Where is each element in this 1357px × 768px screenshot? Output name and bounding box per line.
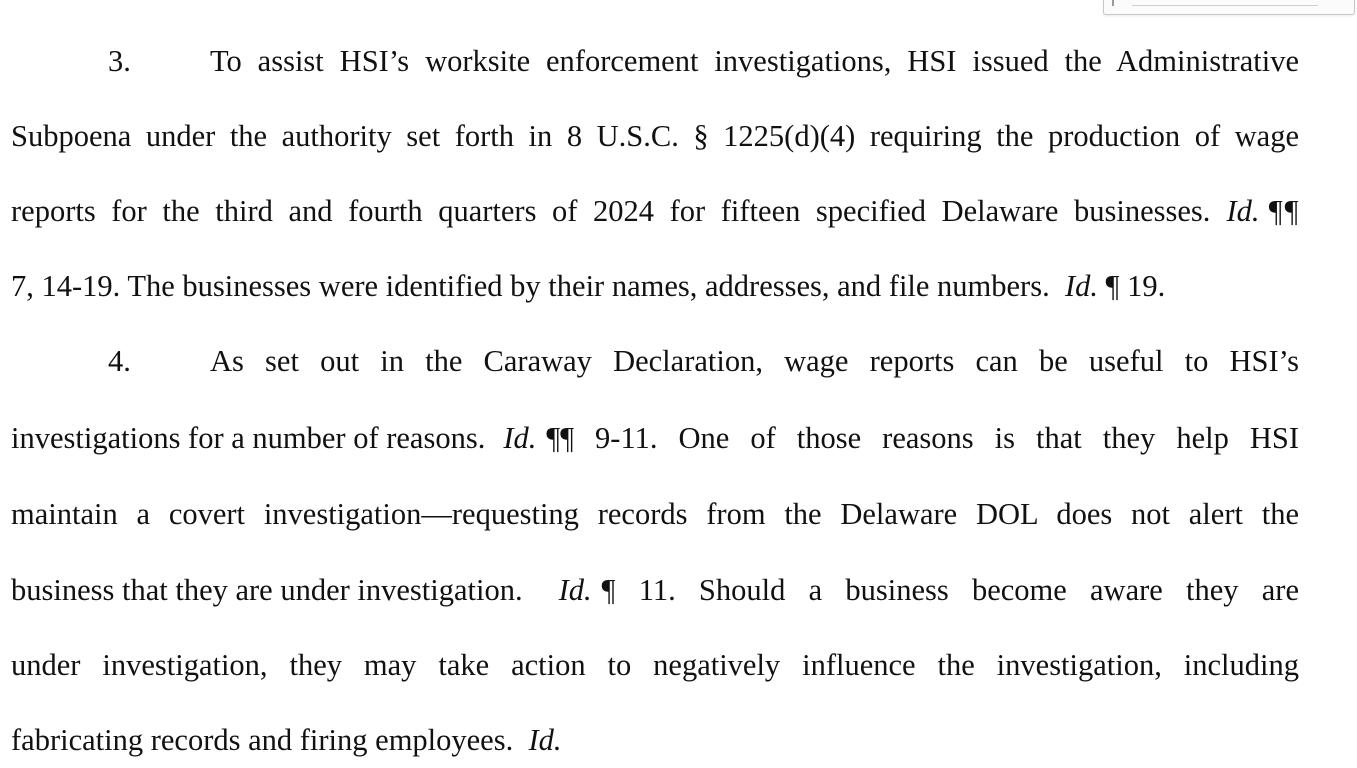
citation-id: Id. ¶¶ (1226, 194, 1299, 228)
paragraph-4-line-2 (11, 418, 1299, 458)
paragraph-text: business that they are under investigation. (11, 573, 523, 607)
citation-id: Id. (528, 723, 562, 757)
paragraph-number: 4. (108, 344, 131, 378)
paragraph-text: 7, 14-19. The businesses were identified by their names, addresses, and file numbers. (11, 269, 1050, 303)
citation (1210, 191, 1299, 231)
paragraph-4-line-4 (11, 570, 1299, 610)
corner-bar (1132, 5, 1318, 6)
paragraph-text: reports for the third and fourth quarters of 2024 for fifteen specified Delaware businesses. (11, 194, 1211, 228)
citation-id: Id. (1064, 269, 1099, 303)
paragraph-4-line-6 (11, 720, 1299, 760)
paragraph-text: To assist HSI’s worksite enforcement investigations, HSI issued the Administrative (210, 44, 1299, 78)
window-corner-widget (1103, 0, 1355, 15)
corner-tick (1112, 0, 1114, 6)
paragraph-text: investigations for a number of reasons. (11, 421, 486, 455)
paragraph-3-line-2: Subpoena under the authority set forth in 8 U.S.C. § 1225(d)(4) requiring the production of wage (11, 119, 1299, 153)
paragraph-3-line-3 (11, 191, 1299, 231)
paragraph-4-line-3: maintain a covert investigation—requesting records from the Delaware DOL does not alert the (11, 497, 1299, 531)
paragraph-3-line-1 (11, 41, 1299, 81)
paragraph-text: As set out in the Caraway Declaration, wage reports can be useful to HSI’s (210, 344, 1299, 378)
paragraph-3-line-4 (11, 266, 1299, 306)
citation-pinpoint: ¶ 19. (1105, 269, 1166, 303)
paragraph-number: 3. (108, 44, 131, 78)
paragraph-text: fabricating records and firing employees. (11, 723, 514, 757)
citation-id: Id. (558, 573, 592, 607)
citation-pinpoint: ¶¶ 9-11. One of those reasons is that they help HSI (546, 421, 1299, 455)
paragraph-4-line-1 (11, 341, 1299, 381)
citation-id: Id. (503, 421, 537, 455)
citation-pinpoint: ¶ 11. Should a business become aware they are (601, 573, 1299, 607)
paragraph-4-line-5: under investigation, they may take action to negatively influence the investigation, including (11, 648, 1299, 682)
